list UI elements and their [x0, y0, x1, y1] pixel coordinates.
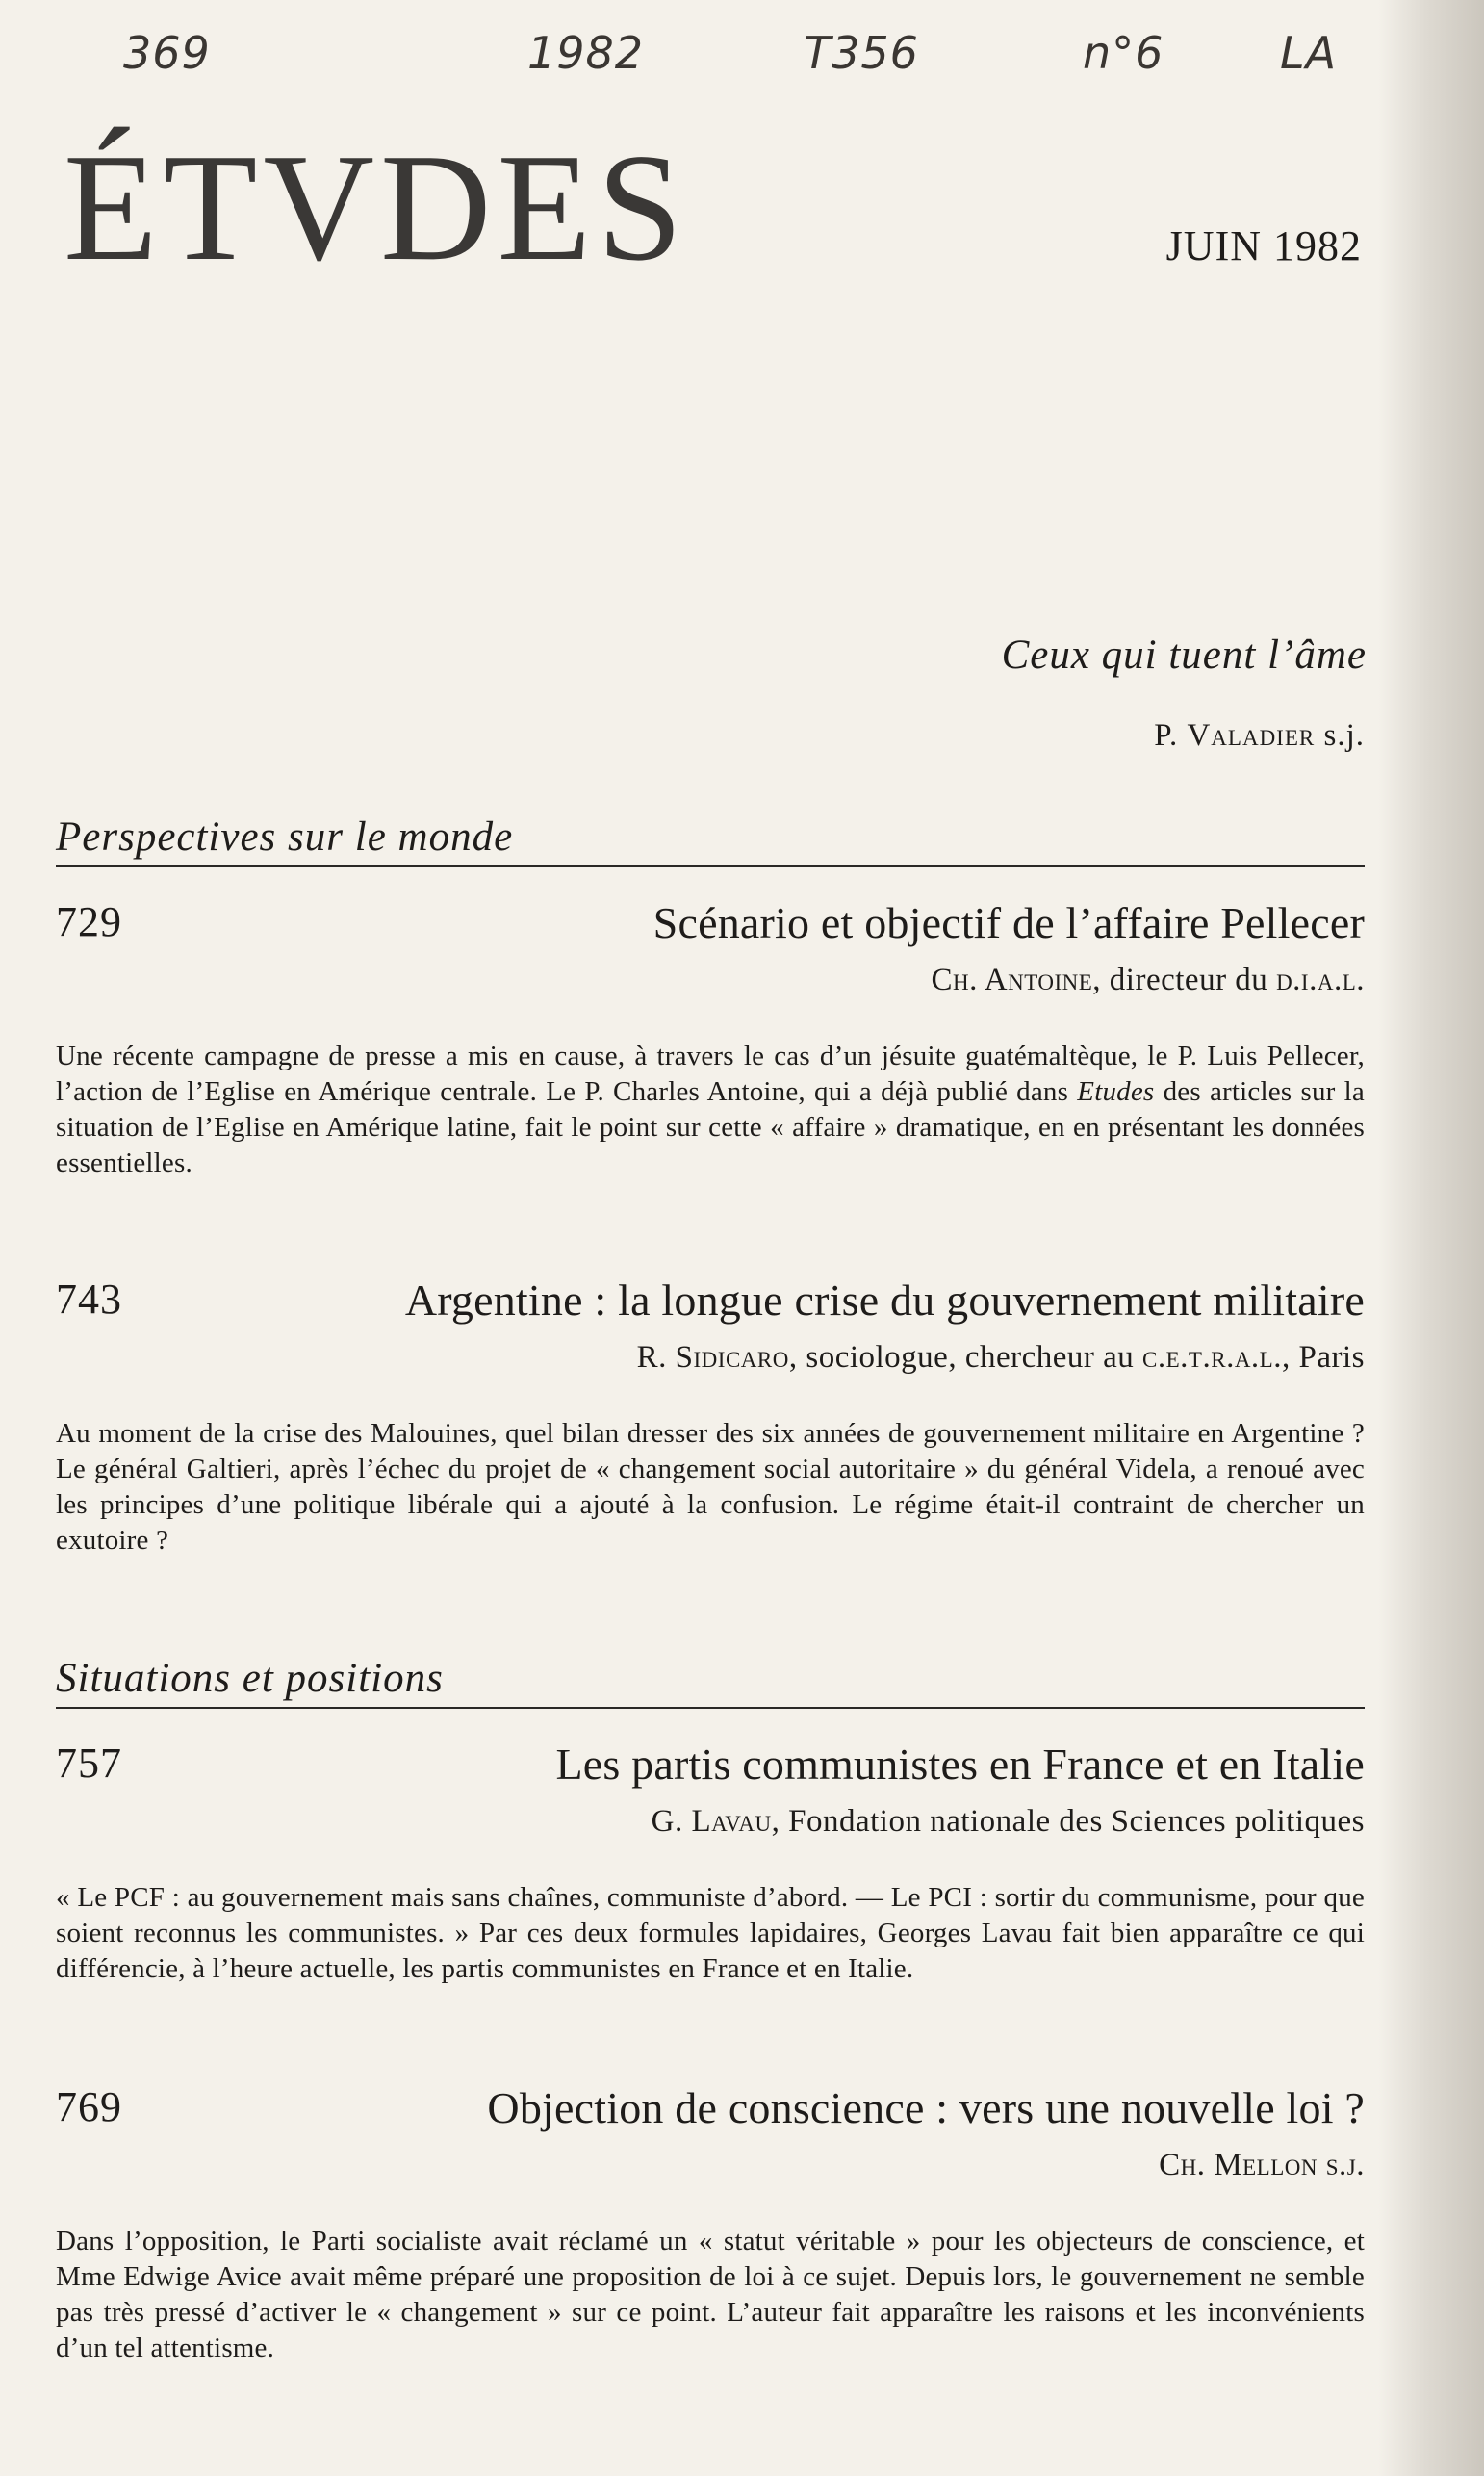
article-abstract: Au moment de la crise des Malouines, quel bilan dresser des six années de gouvernement militaire en Argentine ? Le général Galtieri, après l’échec du projet de « changement social autoritaire » du général Videla, a renoué avec les principes d’une politique libérale qui a ajouté à la confusion. Le régime était-il contraint de chercher un exutoire ?: [56, 1418, 1365, 1556]
article-abstract: « Le PCF : au gouvernement mais sans chaînes, communiste d’abord. — Le PCI : sortir du communisme, pour que soient reconnus les communistes. » Par ces deux formules lapidaires, Georges Lavau fait bien apparaître ce qui différencie, à l’heure actuelle, les partis communistes en France et en Italie.: [56, 1882, 1365, 1984]
article-author: Ch. Antoine, directeur du d.i.a.l.: [931, 963, 1365, 997]
article-page-number: 743: [56, 1276, 122, 1323]
section-heading: [56, 1658, 1365, 1709]
article-page-number: 729: [56, 898, 122, 945]
section-title: Situations et positions: [56, 1656, 444, 1701]
article-entry: [56, 2082, 1365, 2366]
journal-masthead: ÉTVDES: [64, 121, 689, 293]
article-author: Ch. Mellon s.j.: [1159, 2148, 1365, 2182]
handwritten-issue-number: n°6: [1083, 27, 1164, 79]
article-abstract: Une récente campagne de presse a mis en cause, à travers le cas d’un jésuite guatémaltèque, le P. Luis Pellecer, l’action de l’Eglise en Amérique centrale. Le P. Charles Antoine, qui a déjà publié dans Etudes des articles sur la situation de l’Eglise en Amérique latine, fait le point sur cette « affaire » dramatique, en en présentant les données essentielles.: [56, 1041, 1365, 1178]
article-title: Argentine : la longue crise du gouvernement militaire: [404, 1276, 1365, 1325]
handwritten-call-number: T356: [804, 27, 919, 79]
article-title: Scénario et objectif de l’affaire Pellecer: [652, 898, 1365, 947]
article-page-number: 757: [56, 1740, 122, 1787]
issue-date: JUIN 1982: [1165, 222, 1362, 270]
editorial-title: Ceux qui tuent l’âme: [1001, 632, 1367, 678]
article-page-number: 769: [56, 2083, 122, 2130]
article-abstract: Dans l’opposition, le Parti socialiste avait réclamé un « statut véritable » pour les objecteurs de conscience, et Mme Edwige Avice avait même préparé une proposition de loi à ce sujet. Depuis lors, le gouvernement ne semble pas très pressé d’activer le « changement » sur ce point. L’auteur fait apparaître les raisons et les inconvénients d’un tel attentisme.: [56, 2226, 1365, 2363]
article-title: Les partis communistes en France et en Italie: [555, 1740, 1365, 1789]
handwritten-reference: 369: [123, 27, 211, 79]
article-entry: [56, 1739, 1365, 1987]
article-entry: [56, 1275, 1365, 1559]
section-title: Perspectives sur le monde: [56, 814, 514, 860]
article-author: G. Lavau, Fondation nationale des Sciences politiques: [651, 1804, 1365, 1839]
editorial-author: P. Valadier s.j.: [1154, 718, 1365, 753]
article-title: Objection de conscience : vers une nouvelle loi ?: [487, 2083, 1365, 2132]
article-author: R. Sidicaro, sociologue, chercheur au c.e.t.r.a.l., Paris: [636, 1340, 1365, 1375]
page-edge-shadow: [1378, 0, 1484, 2476]
handwritten-year: 1982: [527, 27, 645, 79]
section-heading: [56, 816, 1365, 867]
handwritten-initials: LA: [1280, 27, 1338, 79]
article-entry: [56, 897, 1365, 1181]
